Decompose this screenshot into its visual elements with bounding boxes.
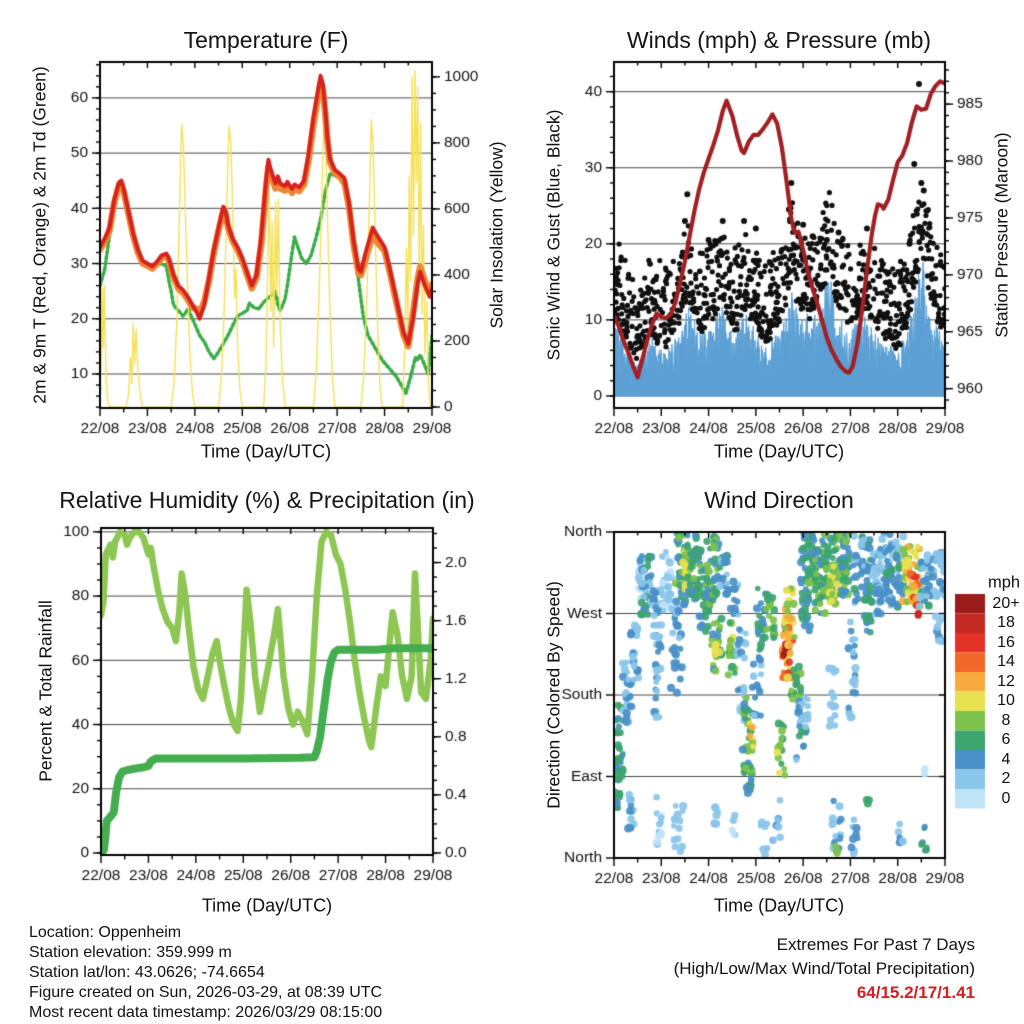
- percent-rainfall-left-axis-label: Percent & Total Rainfall: [35, 600, 56, 782]
- extremes-block: [600, 933, 975, 1005]
- humidity-precip-chart-title: Relative Humidity (%) & Precipitation (in): [59, 487, 475, 513]
- station-info-block: [29, 923, 382, 1023]
- temperature-x-axis-label: Time (Day/UTC): [200, 441, 332, 462]
- legend-speed-label: 14: [997, 653, 1015, 671]
- wind-direction-chart-title: Wind Direction: [704, 487, 854, 513]
- legend-speed-label: 6: [1001, 731, 1011, 749]
- legend-speed-label: 16: [997, 633, 1015, 651]
- pressure-right-axis-label: Station Pressure (Maroon): [991, 132, 1012, 338]
- legend-speed-label: 18: [997, 614, 1015, 632]
- winds-pressure-chart-title: Winds (mph) & Pressure (mb): [626, 27, 932, 53]
- figure-created: Figure created on Sun, 2026-03-29, at 08:39 UTC: [29, 984, 383, 1001]
- temperature-chart-title: Temperature (F): [183, 27, 349, 53]
- solar-right-axis-label: Solar Insolation (Yellow): [486, 141, 507, 329]
- humidity-x-axis-label: Time (Day/UTC): [201, 895, 333, 916]
- extremes-subtitle: (High/Low/Max Wind/Total Precipitation): [673, 959, 975, 978]
- legend-speed-label: 4: [1001, 750, 1011, 768]
- legend-speed-label: 0: [1001, 789, 1011, 807]
- legend-speed-label: 8: [1001, 711, 1011, 729]
- extremes-title: Extremes For Past 7 Days: [776, 935, 975, 954]
- recent-timestamp: Most recent data timestamp: 2026/03/29 08:15:00: [29, 1004, 383, 1021]
- legend-speed-label: 2: [1001, 770, 1011, 788]
- speed-legend-title: mph: [987, 573, 1021, 592]
- extremes-values: 64/15.2/17/1.41: [856, 983, 975, 1002]
- wind-gust-left-axis-label: Sonic Wind & Gust (Blue, Black): [543, 109, 564, 361]
- legend-speed-label: 12: [997, 672, 1015, 690]
- legend-speed-label: 20+: [992, 594, 1020, 612]
- wind-direction-x-axis-label: Time (Day/UTC): [713, 895, 845, 916]
- station-location: Location: Oppenheim: [29, 924, 182, 941]
- temperature-left-axis-label: 2m & 9m T (Red, Orange) & 2m Td (Green): [29, 66, 50, 404]
- legend-speed-label: 10: [997, 692, 1015, 710]
- station-elevation: Station elevation: 359.999 m: [29, 944, 232, 961]
- station-latlon: Station lat/lon: 43.0626; -74.6654: [29, 964, 265, 981]
- winds-x-axis-label: Time (Day/UTC): [713, 441, 845, 462]
- direction-left-axis-label: Direction (Colored By Speed): [543, 581, 564, 809]
